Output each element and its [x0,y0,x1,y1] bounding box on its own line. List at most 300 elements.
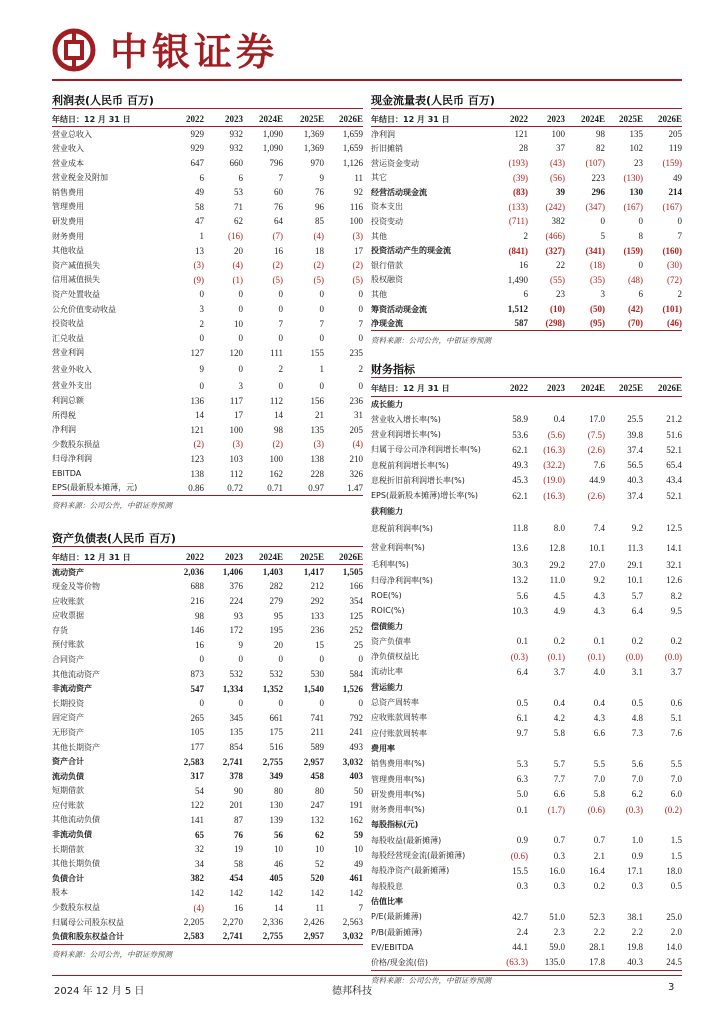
row-value: 2.2 [593,927,605,938]
row-value: 0.72 [204,481,243,496]
row-value: 688 [190,581,204,592]
row-value: (841) [508,245,528,256]
row-label: 预付账款 [52,640,84,650]
year-column-header: 2026E [324,550,363,565]
row-value: 102 [629,143,643,154]
row-value: 11.3 [627,542,643,553]
row-value: 38.1 [627,911,643,922]
row-value: (133) [508,201,528,212]
table-row [52,437,363,452]
row-value: 205 [349,424,363,435]
row-value: 71 [234,201,243,212]
table-row [371,127,682,142]
row-value: 30.3 [512,559,528,570]
row-label: 其他收益 [52,246,84,256]
row-value: 661 [269,712,283,723]
row-value: 0.2 [631,636,643,647]
row-value: 1,406 [222,567,243,578]
row-value: 7 [278,318,283,329]
brand-name: 中银证券 [110,30,279,74]
year-end-label: 年结日：12 月 31 日 [371,381,488,396]
row-value [565,680,605,695]
table-row [52,565,363,580]
row-value: 8.0 [553,523,565,534]
row-value: 0.9 [631,850,643,861]
year-column-header: 2024E [243,112,283,127]
row-value: (0.3) [510,651,528,662]
year-column-header: 2023 [528,112,565,127]
row-label: 归属于母公司净利润增长率(%) [371,445,481,455]
row-value: 25.5 [627,414,643,425]
row-value: 6.3 [516,774,528,785]
year-column-header: 2026E [324,112,363,127]
row-value: (167) [662,201,682,212]
row-value: 100 [349,216,363,227]
row-value: 135 [229,727,243,738]
table-section-row [371,396,682,411]
row-value: 21 [315,410,324,421]
balance-sheet-table [52,550,363,945]
row-value: 191 [349,800,363,811]
row-value: (95) [565,316,605,331]
table-row [52,229,363,244]
row-value: 8 [638,231,643,242]
row-value: 2,583 [169,929,204,944]
income-statement-title: 利润表(人民币 百万) [52,93,363,109]
row-value: 4.3 [593,712,605,723]
year-end-label: 年结日：12 月 31 日 [371,112,488,127]
row-label: ROE(%) [371,591,402,600]
row-label: 应收账款周转率 [371,713,427,723]
row-value: (7) [272,231,283,242]
report-date: 2024 年 12 月 5 日 [54,986,145,997]
row-label: 营业收入增长率(%) [371,414,441,424]
row-value: 112 [269,395,283,406]
row-value: 155 [310,347,324,358]
row-value: (347) [585,201,605,212]
table-row [371,924,682,939]
row-value: 62 [234,216,243,227]
row-label: 合同资产 [52,654,84,664]
row-value [488,817,528,832]
row-value: 647 [190,158,204,169]
row-label: 流动负债 [52,771,84,781]
row-label: 营业利润增长率(%) [371,430,441,440]
row-value: 121 [190,424,204,435]
row-value: 461 [349,873,363,884]
row-value: 142 [190,887,204,898]
row-label: P/E(最新摊薄) [371,912,422,922]
balance-sheet-title: 资产负债表(人民币 百万) [52,531,363,547]
row-label: 营业成本 [52,158,84,168]
table-section-row [371,741,682,756]
row-value: 85 [315,216,324,227]
row-value: 4.3 [593,590,605,601]
row-value: 4.2 [553,712,565,723]
row-value: (1.7) [547,804,565,815]
row-value: (2.6) [587,444,605,455]
row-label: 固定资产 [52,713,84,723]
row-value: 98 [195,610,204,621]
row-value: 0.97 [283,481,324,496]
row-value: 532 [269,669,283,680]
cashflow-source-note: 资料来源：公司公告，中银证券预测 [371,336,491,346]
row-value: 139 [269,814,283,825]
row-value: 0 [238,698,243,709]
row-value: (0.6) [510,850,528,861]
row-value: 4.8 [631,712,643,723]
row-value: 19.8 [627,942,643,953]
table-row [52,170,363,185]
row-value: 1,505 [342,567,363,578]
row-value: 0 [358,304,363,315]
row-value: 2.2 [631,927,643,938]
row-value: 530 [310,669,324,680]
row-value: 2.3 [553,927,565,938]
row-value: 2,755 [243,929,283,944]
row-value: 589 [310,742,324,753]
row-value: 16 [234,902,243,913]
year-column-header: 2026E [643,381,682,396]
row-value: (5) [313,274,324,285]
row-value: 27.0 [589,559,605,570]
row-value: 1,417 [303,567,324,578]
row-label: 其他流动资产 [52,669,100,679]
row-value: 403 [349,771,363,782]
row-value: 9.7 [516,728,528,739]
row-value: 19 [234,844,243,855]
row-value [565,503,605,518]
row-value: 6.4 [631,605,643,616]
row-value: 0.3 [516,881,528,892]
table-row [371,316,682,331]
year-end-label: 年结日：12 月 31 日 [52,112,169,127]
row-value: 0 [358,289,363,300]
row-value: 24.5 [643,955,682,970]
row-label: 财务费用率(%) [371,805,425,815]
row-value: 2.0 [670,927,682,938]
row-label: 归母净利润率(%) [371,575,433,585]
row-value: 6.0 [670,789,682,800]
row-value: (63.3) [488,955,528,970]
row-value: 76 [274,201,283,212]
row-value: 5.7 [553,758,565,769]
row-value: 0.71 [243,481,283,496]
row-value [605,680,643,695]
row-value: 7.0 [593,774,605,785]
row-value: 0.86 [169,481,204,496]
row-value: 17.0 [589,414,605,425]
row-label: 投资活动产生的现金流 [371,246,451,256]
row-value: 12.8 [549,542,565,553]
row-value: 98 [274,424,283,435]
row-value: 454 [229,873,243,884]
row-value: 100 [551,129,565,140]
row-value: 0 [319,380,324,391]
row-value: 17.1 [627,865,643,876]
ratios-source-note: 资料来源：公司公告，中银证券预测 [371,975,491,985]
table-row [371,538,682,557]
row-value: 0.2 [593,881,605,892]
row-value: 130 [629,187,643,198]
table-row [52,316,363,331]
row-value [528,680,565,695]
table-row [52,466,363,481]
row-value: 80 [315,785,324,796]
row-label: 短期借款 [52,786,84,796]
row-value: 210 [349,453,363,464]
row-value: 9.2 [631,523,643,534]
row-label: 其他流动负债 [52,815,100,825]
row-value: 236 [310,625,324,636]
row-label: 长期投资 [52,698,84,708]
row-value: 16 [519,260,528,271]
table-row [371,519,682,538]
row-value [488,741,528,756]
row-label: 净利润 [371,129,395,139]
row-value: (298) [528,316,565,331]
row-value: (4) [352,439,363,450]
row-value: (2) [313,260,324,271]
row-value: 32 [195,844,204,855]
row-label: 筹资活动现金流 [371,304,427,314]
row-value [528,396,565,411]
row-value: 5.5 [593,758,605,769]
table-row [52,652,363,667]
row-value: 11.8 [512,523,528,534]
row-value: 142 [229,887,243,898]
row-value: (35) [590,274,605,285]
year-column-header: 2024E [565,381,605,396]
table-row [52,856,363,871]
row-value [528,741,565,756]
row-label: 财务费用 [52,231,84,241]
row-value: 3.7 [553,666,565,677]
row-value: (711) [508,216,528,227]
row-value: 49 [354,858,363,869]
table-row [52,408,363,423]
table-row [52,379,363,394]
table-row [52,346,363,361]
row-value: (3) [232,439,243,450]
row-value: (2) [193,439,204,450]
row-value: 0 [358,333,363,344]
row-value: (10) [550,304,565,315]
table-row [52,740,363,755]
row-value: 0 [319,333,324,344]
row-value: 11.0 [549,575,565,586]
row-value: 146 [190,625,204,636]
row-label: 净现金流 [371,316,488,331]
row-value: (42) [628,304,643,315]
row-value: 39 [556,187,565,198]
row-value: 9.2 [593,575,605,586]
row-label: 少数股东损益 [52,439,100,449]
row-value: (130) [623,172,643,183]
row-value: 0 [199,333,204,344]
row-value [488,618,528,633]
row-label: 资产合计 [52,757,84,767]
row-label: 净利润 [52,425,76,435]
row-label: 其他长期资产 [52,742,100,752]
row-value: (107) [585,158,605,169]
row-value: (5) [272,274,283,285]
row-value: 5.5 [670,758,682,769]
row-value: (83) [513,187,528,198]
row-value: 6 [638,289,643,300]
row-value: 31 [354,410,363,421]
header-divider [52,79,682,81]
row-value [565,618,605,633]
row-value: 136 [190,395,204,406]
table-row [371,156,682,171]
row-value: 0 [278,380,283,391]
row-value: (101) [662,304,682,315]
row-value [605,817,643,832]
row-value: (9) [193,274,204,285]
row-value: 51.0 [549,911,565,922]
table-row [52,827,363,842]
row-value [488,396,528,411]
row-value: 3 [238,380,243,391]
row-value [528,618,565,633]
row-value: 46 [274,858,283,869]
row-value: 516 [269,742,283,753]
row-value: 0 [199,698,204,709]
row-value: 177 [190,742,204,753]
row-value: 1,403 [262,567,283,578]
row-value: 59 [354,829,363,840]
table-row [52,273,363,288]
table-row [371,258,682,273]
row-value: 929 [190,129,204,140]
row-label: 管理费用率(%) [371,774,425,784]
row-value: 65 [195,829,204,840]
row-value: 0.5 [670,881,682,892]
row-label: 非流动资产 [52,684,92,694]
row-label: 汇兑收益 [52,333,84,343]
row-value: 18 [315,245,324,256]
row-value: 7 [358,902,363,913]
row-value: 0.1 [516,804,528,815]
row-value: 37.4 [627,490,643,501]
ratios-section [371,362,682,987]
footer-divider [52,975,682,976]
row-value: 5 [600,231,605,242]
row-value: 214 [668,187,682,198]
row-value: 14 [274,410,283,421]
row-value: 22 [556,260,565,271]
row-value: (16.3) [543,490,565,501]
balance-source-note: 资料来源：公司公告，中银证券预测 [52,949,172,959]
year-column-header: 2026E [643,112,682,127]
row-value: 7 [319,318,324,329]
row-label: 息税折旧前利润增长率(%) [371,475,465,485]
row-value: 0.1 [593,636,605,647]
row-value: (3) [313,439,324,450]
row-label: EV/EBITDA [371,942,414,952]
row-value: 95 [274,610,283,621]
row-value: 2,755 [262,756,283,767]
row-value: 53.6 [512,429,528,440]
table-header-row [371,381,682,396]
row-value: (4) [313,231,324,242]
row-value: 15.5 [512,865,528,876]
row-value: 138 [310,453,324,464]
row-value: 3,032 [324,929,363,944]
row-label: 股权融资 [371,275,403,285]
row-value [605,618,643,633]
table-row [52,681,363,696]
row-value: 43.4 [666,475,682,486]
row-value: (327) [545,245,565,256]
row-value: 0.5 [516,697,528,708]
row-value: 10.3 [512,605,528,616]
row-value: 166 [349,581,363,592]
row-value: (19.0) [543,475,565,486]
row-value: 100 [269,453,283,464]
row-value: (0.1) [587,651,605,662]
row-label: 营业收入 [52,143,84,153]
table-row [371,909,682,924]
row-value: 96 [315,201,324,212]
row-value: 142 [349,887,363,898]
row-label: 每股收益(最新摊薄) [371,835,442,845]
row-value: 2,563 [342,917,363,928]
row-value: 92 [354,187,363,198]
row-value: 5.8 [593,789,605,800]
table-row [371,488,682,503]
row-value: 37.4 [627,444,643,455]
row-label: EPS(最新股本摊薄，元) [52,481,169,496]
row-value: 741 [310,712,324,723]
table-section-row [371,894,682,909]
row-value: 1,126 [342,158,363,169]
row-value: 223 [591,172,605,183]
row-label: 营业税金及附加 [52,173,108,183]
row-value: 98 [596,129,605,140]
row-value: 132 [310,814,324,825]
row-value: (4) [193,902,204,913]
row-value: 1,659 [342,143,363,154]
row-value: 2,205 [183,917,204,928]
row-value [605,396,643,411]
row-value: 112 [229,468,243,479]
row-value: 0 [238,333,243,344]
row-value: 7.7 [553,774,565,785]
row-value: 6 [199,172,204,183]
table-row [52,696,363,711]
row-value: 1,540 [303,683,324,694]
row-label: 流动比率 [371,667,403,677]
row-value: 5.8 [553,728,565,739]
row-value: 212 [310,581,324,592]
row-label: 每股净资产(最新摊薄) [371,866,450,876]
row-label: 应收账款 [52,596,84,606]
table-row [52,200,363,215]
table-row [52,929,363,944]
row-label: 营业利润 [52,348,84,358]
table-row [52,287,363,302]
table-row [371,802,682,817]
year-column-header: 2022 [169,550,204,565]
row-value: 0 [358,698,363,709]
row-value: (4) [232,260,243,271]
row-value: 3.1 [631,666,643,677]
row-label: 营业外收入 [52,364,92,374]
row-value: 29.2 [549,559,565,570]
table-row [371,955,682,970]
